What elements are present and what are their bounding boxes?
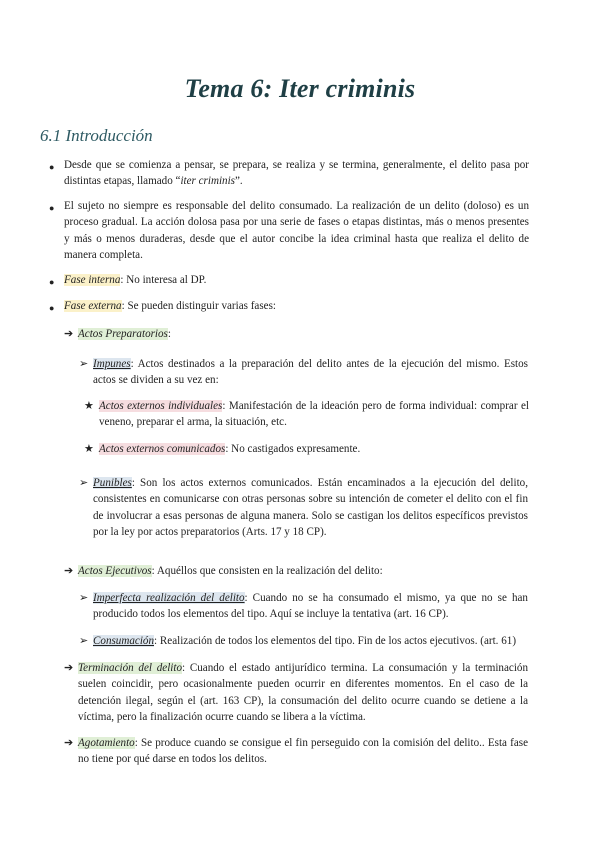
term-impunes: Impunes <box>93 358 131 370</box>
paragraph-text: : Realización de todos los elementos del tipo. Fin de los actos ejecutivos. (art. 61) <box>154 635 517 647</box>
paragraph-text: : Son los actos externos comunicados. Están encaminados a la ejecución del delito, consistentes en comunicarse con otras personas sobre su intención de cometer el delito con el fin de involucrar a esas personas de alguna manera. Solo se castigan los delitos específicos previstos por la ley por actos preparatorios (Arts. 17 y 18 CP). <box>93 477 528 539</box>
term-agotamiento: Agotamiento <box>78 737 135 749</box>
arrow-icon: ➔ <box>64 328 74 340</box>
bullet-dot-icon: ● <box>49 162 55 172</box>
paragraph-text: : Se produce cuando se consigue el fin perseguido con la comisión del delito.. Esta fase no tiene por qué darse en todos los delitos. <box>78 737 528 766</box>
term-terminacion: Terminación del delito <box>78 662 182 674</box>
paragraph-text: : Cuando el estado antijurídico termina. La consumación y la terminación suelen coincidir, pero ocasionalmente pueden ocurrir en diferentes momentos. En el caso de la detención ilegal, según el (art. 163 CP), la consumación del delito ocurre cuando se detiene a la víctima, pero la finalización ocurre cuando se libera a la víctima. <box>78 662 528 724</box>
paragraph-text: : No interesa al DP. <box>120 274 207 286</box>
section-heading: 6.1 Introducción <box>40 126 153 145</box>
paragraph-impunes <box>93 356 528 389</box>
bullet-dot-icon: ● <box>49 277 55 287</box>
paragraph-text: : <box>167 328 171 340</box>
term-punibles: Punibles <box>93 477 132 489</box>
paragraph-text: Desde que se comienza a pensar, se prepara, se realiza y se termina, generalmente, el delito pasa por distintas etapas, llamado “ <box>64 159 529 188</box>
star-icon: ★ <box>84 400 94 412</box>
term-actos-ejecutivos: Actos Ejecutivos <box>78 565 152 577</box>
term-imperfecta: Imperfecta realización del delito <box>93 592 245 604</box>
paragraph-fase-externa <box>64 298 529 314</box>
paragraph-punibles <box>93 475 528 541</box>
paragraph-text: ”. <box>235 175 243 188</box>
triangle-arrow-icon: ➢ <box>79 592 89 604</box>
paragraph-actos-comunicados <box>99 441 529 457</box>
term-emphasis: iter criminis <box>180 175 235 188</box>
term-fase-interna: Fase interna <box>64 274 121 286</box>
term-actos-preparatorios: Actos Preparatorios <box>78 328 168 340</box>
term-actos-comunicados: Actos externos comunicados <box>99 443 226 455</box>
paragraph-text: : No castigados expresamente. <box>225 443 361 455</box>
paragraph-imperfecta <box>93 590 528 623</box>
triangle-arrow-icon: ➢ <box>79 358 89 370</box>
paragraph-actos-ejecutivos <box>78 563 528 579</box>
term-actos-individuales: Actos externos individuales <box>99 400 223 412</box>
paragraph-intro <box>64 157 529 190</box>
term-fase-externa: Fase externa <box>64 300 122 312</box>
paragraph-text: : Manifestación de la ideación pero de forma individual: comprar el veneno, preparar el arma, la situación, etc. <box>99 400 529 429</box>
paragraph-responsibility: El sujeto no siempre es responsable del delito consumado. La realización de un delito (doloso) es un proceso gradual. La acción dolosa pasa por una serie de fases o etapas distintas, más o menos presentes y más o menos duraderas, desde que el autor concibe la idea criminal hasta que realiza el delito de manera completa. <box>64 200 529 262</box>
arrow-icon: ➔ <box>64 565 74 577</box>
bullet-dot-icon: ● <box>49 303 55 313</box>
arrow-icon: ➔ <box>64 662 74 674</box>
paragraph-text: : Se pueden distinguir varias fases: <box>121 300 276 312</box>
page-title: Tema 6: Iter criminis <box>184 74 416 103</box>
paragraph-actos-preparatorios <box>78 326 528 342</box>
arrow-icon: ➔ <box>64 737 74 749</box>
paragraph-consumacion <box>93 633 528 649</box>
paragraph-text: : Aquéllos que consisten en la realización del delito: <box>151 565 383 577</box>
paragraph-agotamiento <box>78 735 528 768</box>
star-icon: ★ <box>84 443 94 455</box>
paragraph-text: : Actos destinados a la preparación del delito antes de la ejecución del mismo. Estos actos se dividen a su vez en: <box>93 358 528 387</box>
paragraph-actos-individuales <box>99 398 529 431</box>
paragraph-text: : Cuando no se ha consumado el mismo, ya que no se han producido todos los elementos del tipo. Aquí se incluye la tentativa (art. 16 CP). <box>93 592 528 621</box>
triangle-arrow-icon: ➢ <box>79 477 89 489</box>
bullet-dot-icon: ● <box>49 203 55 213</box>
term-consumacion: Consumación <box>93 635 155 647</box>
triangle-arrow-icon: ➢ <box>79 635 89 647</box>
paragraph-fase-interna <box>64 272 529 288</box>
paragraph-terminacion <box>78 660 528 726</box>
